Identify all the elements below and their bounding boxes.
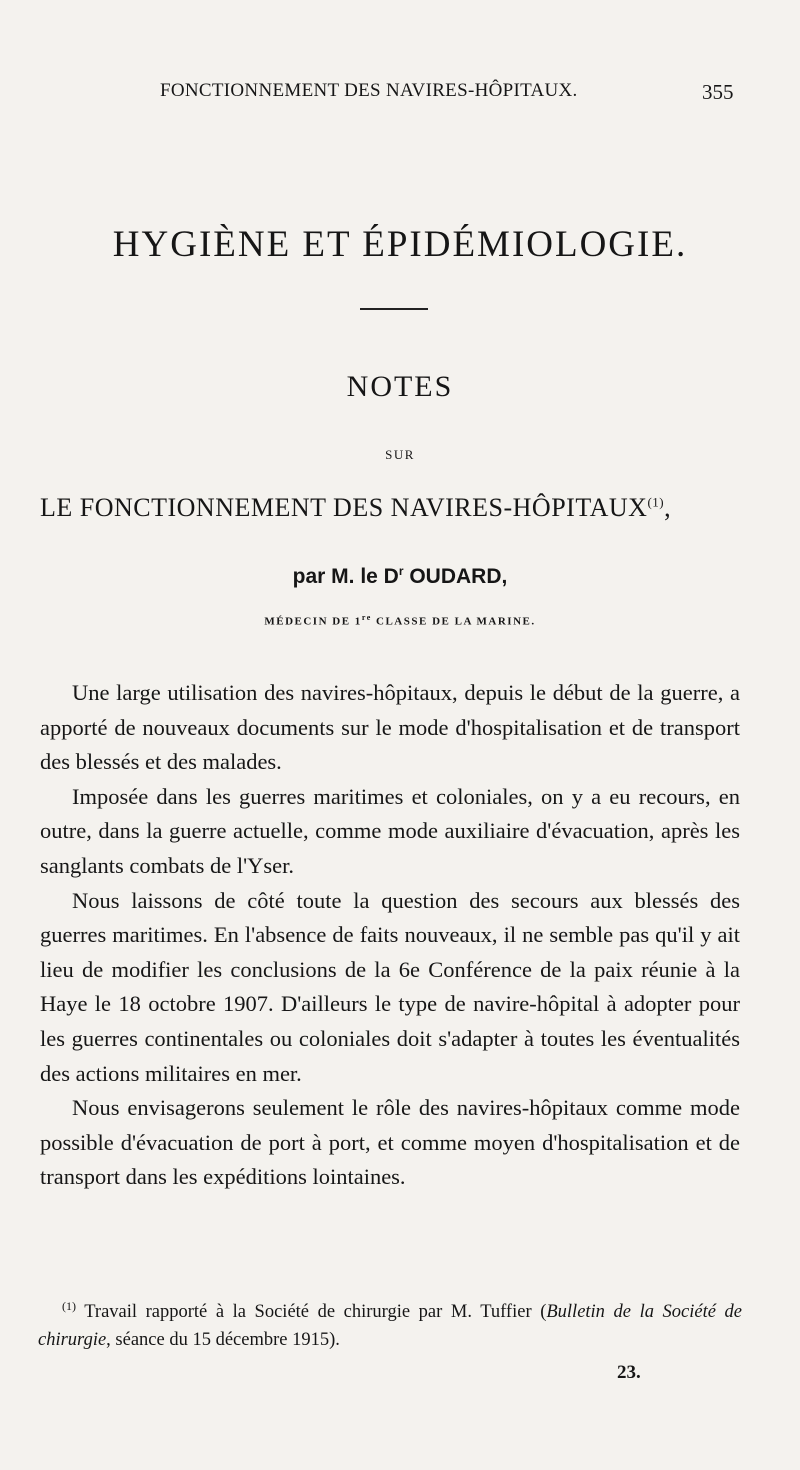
affiliation-prefix: MÉDECIN DE 1 bbox=[264, 615, 362, 628]
affiliation-suffix: CLASSE DE LA MARINE. bbox=[371, 615, 536, 628]
article-subject-text: LE FONCTIONNEMENT DES NAVIRES-HÔPITAUX bbox=[40, 493, 648, 522]
footnote-reference: (1) bbox=[647, 494, 665, 510]
footnote-text-end: , séance du 15 décembre 1915). bbox=[106, 1330, 340, 1351]
printer-signature: 23. bbox=[617, 1362, 641, 1383]
section-title: HYGIÈNE ET ÉPIDÉMIOLOGIE. bbox=[112, 224, 688, 265]
footnote-italic-source: Bulletin de la Société de chirurgie bbox=[38, 1302, 743, 1351]
paragraph: Nous laissons de côté toute la question des secours aux blessés des guerres maritimes. En l'absence de faits nouveaux, il ne semble pas qu'il y ait lieu de modifier les conclusions de la 6e Conférence de la paix réunie à la Haye le 18 octobre 1907. D'ailleurs le type de navire-hôpital à adopter pour les guerres continentales ou coloniales doit s'adapter à toutes les éventualités des actions militaires en mer. bbox=[40, 887, 740, 1086]
paragraph: Une large utilisation des navires-hôpitaux, depuis le début de la guerre, a apporté de nouveaux documents sur le mode d'hospitalisation et de transport des blessés et des malades. bbox=[40, 680, 740, 775]
title-rule bbox=[360, 308, 428, 310]
article-sur: SUR bbox=[385, 447, 415, 462]
author-prefix: par M. le D bbox=[292, 565, 399, 588]
article-subject-end: , bbox=[664, 493, 672, 522]
paragraph: Imposée dans les guerres maritimes et coloniales, on y a eu recours, en outre, dans la guerre actuelle, comme mode auxiliaire d'évacuation, après les sanglants combats de l'Yser. bbox=[40, 783, 740, 878]
footnote-text: Travail rapporté à la Société de chirurgie par M. Tuffier ( bbox=[76, 1302, 547, 1323]
running-head: FONCTIONNEMENT DES NAVIRES-HÔPITAUX. bbox=[160, 80, 578, 101]
author-title-sup: r bbox=[398, 564, 404, 578]
footnote bbox=[38, 1292, 742, 1354]
footnote-number: (1) bbox=[62, 1299, 76, 1313]
author-line bbox=[0, 564, 800, 589]
paragraph: Nous envisagerons seulement le rôle des navires-hôpitaux comme mode possible d'évacuation de port à port, et comme moyen d'hospitalisation et de transport dans les expéditions lointaines. bbox=[40, 1095, 740, 1190]
body-text bbox=[40, 676, 740, 1195]
article-notes-heading: NOTES bbox=[346, 370, 454, 403]
affiliation-sup: re bbox=[361, 613, 372, 622]
author-name: OUDARD, bbox=[403, 565, 508, 588]
article-subject bbox=[40, 493, 760, 523]
page-number: 355 bbox=[702, 80, 734, 104]
author-affiliation bbox=[0, 613, 800, 628]
